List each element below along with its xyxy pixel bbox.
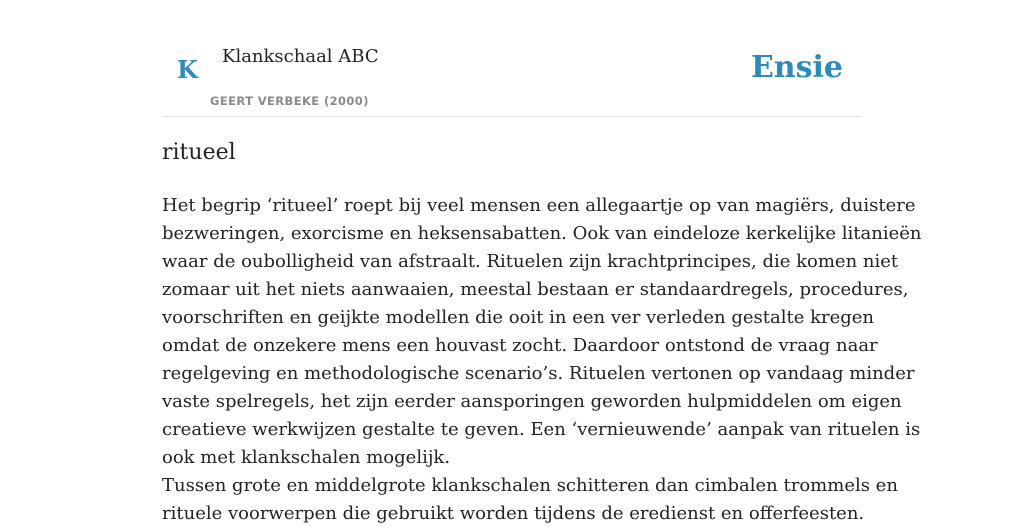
entry-text-line: bezweringen, exorcisme en heksensabatten. Ook van eindeloze kerkelijke litanieën: [162, 223, 922, 244]
header: [162, 0, 862, 117]
entry-text-line: regelgeving en methodologische scenario’s. Rituelen vertonen op vandaag minder: [162, 363, 915, 384]
entry-text-line: creatieve werkwijzen gestalte te geven. Een ‘vernieuwende’ aanpak van rituelen is: [162, 419, 921, 440]
entry-text-line: Tussen grote en middelgrote klankschalen schitteren dan cimbalen trommels en: [162, 475, 898, 496]
entry-body: [162, 192, 922, 528]
book-title[interactable]: Klankschaal ABC: [222, 46, 379, 67]
entry-text-line: Het begrip ‘ritueel’ roept bij veel mensen een allegaartje op van magiërs, duistere: [162, 195, 916, 216]
entry-text-line: waar de oubolligheid van afstraalt. Rituelen zijn krachtprincipes, die komen niet: [162, 251, 899, 272]
book-logo-link[interactable]: K: [177, 55, 198, 84]
entry-text-line: vaste spelregels, het zijn eerder aansporingen geworden hulpmiddelen om eigen: [162, 391, 902, 412]
book-author: GEERT VERBEKE (2000): [210, 94, 369, 108]
entry-text-line: omdat de onzekere mens een houvast zocht. Daardoor ontstond de vraag naar: [162, 335, 878, 356]
entry-text-line: rituele voorwerpen die gebruikt worden tijdens de eredienst en offerfeesten.: [162, 503, 865, 524]
entry-title: ritueel: [162, 140, 236, 165]
entry-text-line: ook met klankschalen mogelijk.: [162, 447, 451, 468]
ensie-logo-link[interactable]: Ensie: [750, 50, 843, 85]
entry-text-line: voorschriften en geijkte modellen die ooit in een ver verleden gestalte kregen: [162, 307, 875, 328]
entry-text-line: zomaar uit het niets aanwaaien, meestal bestaan er standaardregels, procedures,: [162, 279, 909, 300]
